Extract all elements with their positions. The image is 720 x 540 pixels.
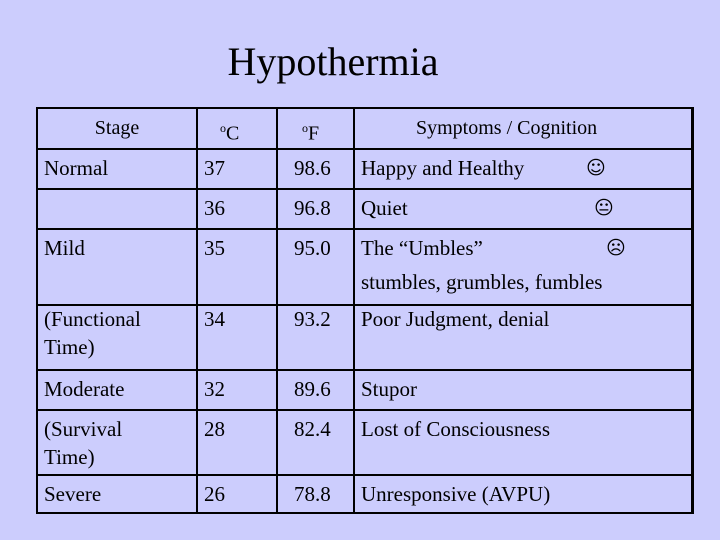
row-divider — [38, 148, 691, 150]
column-divider — [276, 109, 278, 512]
celsius-cell: 35 — [204, 236, 225, 260]
symptom-cell: Happy and Healthy — [361, 156, 525, 180]
fahrenheit-cell: 98.6 — [294, 156, 331, 180]
header-celsius: $^o$C — [220, 121, 240, 145]
row-divider — [38, 369, 691, 371]
column-divider — [353, 109, 355, 512]
fahrenheit-cell: 82.4 — [294, 417, 331, 441]
celsius-cell: 26 — [204, 482, 225, 506]
fahrenheit-cell: 93.2 — [294, 307, 331, 331]
fahrenheit-cell: 96.8 — [294, 196, 331, 220]
symptom-detail: stumbles, grumbles, fumbles — [361, 270, 603, 294]
stage-functional-time: (Functional Time) — [44, 307, 141, 359]
fahrenheit-cell: 78.8 — [294, 482, 331, 506]
stage-severe: Severe — [44, 482, 102, 506]
fahrenheit-cell: 89.6 — [294, 377, 331, 401]
celsius-cell: 34 — [204, 307, 225, 331]
celsius-cell: 36 — [204, 196, 225, 220]
header-stage: Stage — [94, 117, 140, 139]
column-divider — [196, 109, 198, 512]
hypothermia-table — [36, 107, 694, 514]
stage-normal: Normal — [44, 156, 109, 180]
stage-mild: Mild — [44, 236, 85, 260]
stage-moderate: Moderate — [44, 377, 125, 401]
smiley-face-icon: ☺ — [586, 157, 606, 179]
symptom-cell: Lost of Consciousness — [361, 417, 550, 441]
symptom-cell: Quiet — [361, 196, 408, 220]
row-divider — [38, 228, 691, 230]
symptom-cell: The “Umbles” — [361, 236, 483, 260]
celsius-cell: 32 — [204, 377, 225, 401]
header-symptoms: Symptoms / Cognition — [416, 117, 598, 139]
header-fahrenheit: $^o$F — [302, 121, 320, 145]
neutral-face-icon: 😐 — [594, 197, 614, 219]
row-divider — [38, 188, 691, 190]
fahrenheit-cell: 95.0 — [294, 236, 331, 260]
page-title: Hypothermia — [227, 39, 439, 84]
celsius-cell: 28 — [204, 417, 225, 441]
frowning-face-icon: ☹ — [606, 237, 626, 259]
row-divider — [38, 474, 691, 476]
stage-survival-time: (Survival Time) — [44, 417, 123, 469]
symptom-cell: Poor Judgment, denial — [361, 307, 550, 331]
row-divider — [38, 409, 691, 411]
symptom-cell: Unresponsive (AVPU) — [361, 482, 551, 506]
celsius-cell: 37 — [204, 156, 225, 180]
symptom-cell: Stupor — [361, 377, 418, 401]
